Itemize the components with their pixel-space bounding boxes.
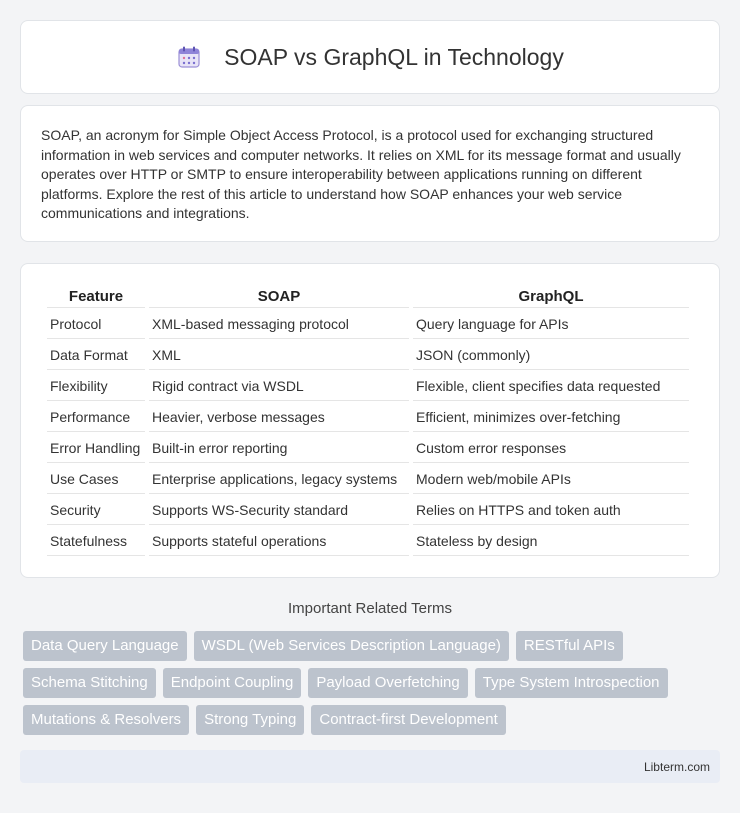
cell-feature: Statefulness [47, 525, 145, 556]
header-feature: Feature [47, 284, 145, 308]
table-row [47, 370, 689, 401]
footer-site-link[interactable]: Libterm.com [643, 759, 710, 774]
related-term-tag[interactable]: Contract-first Development [311, 705, 505, 735]
comparison-table [43, 284, 693, 556]
related-term-tag[interactable]: WSDL (Web Services Description Language) [194, 631, 509, 661]
related-term-tag[interactable]: RESTful APIs [516, 631, 623, 661]
table-row [47, 494, 689, 525]
header-graphql: GraphQL [413, 284, 689, 308]
cell-graphql: Flexible, client specifies data requested [413, 370, 689, 401]
related-terms-tags [23, 631, 723, 742]
cell-graphql: Modern web/mobile APIs [413, 463, 689, 494]
cell-feature: Protocol [47, 308, 145, 339]
cell-soap: Supports WS-Security standard [149, 494, 409, 525]
calendar-icon [176, 44, 202, 70]
table-row [47, 308, 689, 339]
related-term-tag[interactable]: Endpoint Coupling [163, 668, 302, 698]
table-row [47, 432, 689, 463]
related-term-tag[interactable]: Payload Overfetching [308, 668, 467, 698]
related-terms-title: Important Related Terms [288, 600, 452, 617]
related-term-tag[interactable]: Schema Stitching [23, 668, 156, 698]
table-row [47, 401, 689, 432]
cell-soap: Heavier, verbose messages [149, 401, 409, 432]
related-term-tag[interactable]: Type System Introspection [475, 668, 668, 698]
header-soap: SOAP [149, 284, 409, 308]
table-row [47, 525, 689, 556]
related-term-tag[interactable]: Data Query Language [23, 631, 187, 661]
intro-text: SOAP, an acronym for Simple Object Access Protocol, is a protocol used for exchanging structured information in web services and computer networks. It relies on XML for its message format and usually operates over HTTP or SMTP to ensure interoperability between applications running on different platforms. Explore the rest of this article to understand how SOAP enhances your web service communications and integrations. [41, 127, 681, 221]
cell-feature: Security [47, 494, 145, 525]
comparison-table-card [20, 263, 720, 578]
cell-soap: Enterprise applications, legacy systems [149, 463, 409, 494]
cell-soap: Rigid contract via WSDL [149, 370, 409, 401]
page-title: SOAP vs GraphQL in Technology [224, 43, 564, 70]
cell-graphql: Query language for APIs [413, 308, 689, 339]
tag-row [23, 668, 723, 698]
cell-soap: Supports stateful operations [149, 525, 409, 556]
cell-graphql: Stateless by design [413, 525, 689, 556]
tag-row [23, 705, 723, 735]
table-header-row [47, 284, 689, 308]
cell-soap: Built-in error reporting [149, 432, 409, 463]
intro-card [20, 105, 720, 242]
cell-feature: Flexibility [47, 370, 145, 401]
related-term-tag[interactable]: Strong Typing [196, 705, 304, 735]
cell-graphql: Custom error responses [413, 432, 689, 463]
cell-feature: Performance [47, 401, 145, 432]
cell-graphql: Relies on HTTPS and token auth [413, 494, 689, 525]
table-row [47, 463, 689, 494]
cell-soap: XML [149, 339, 409, 370]
footer [20, 750, 720, 783]
cell-feature: Error Handling [47, 432, 145, 463]
table-row [47, 339, 689, 370]
cell-graphql: JSON (commonly) [413, 339, 689, 370]
cell-feature: Use Cases [47, 463, 145, 494]
header-card [20, 20, 720, 94]
cell-soap: XML-based messaging protocol [149, 308, 409, 339]
cell-graphql: Efficient, minimizes over-fetching [413, 401, 689, 432]
cell-feature: Data Format [47, 339, 145, 370]
tag-row [23, 631, 723, 661]
related-term-tag[interactable]: Mutations & Resolvers [23, 705, 189, 735]
